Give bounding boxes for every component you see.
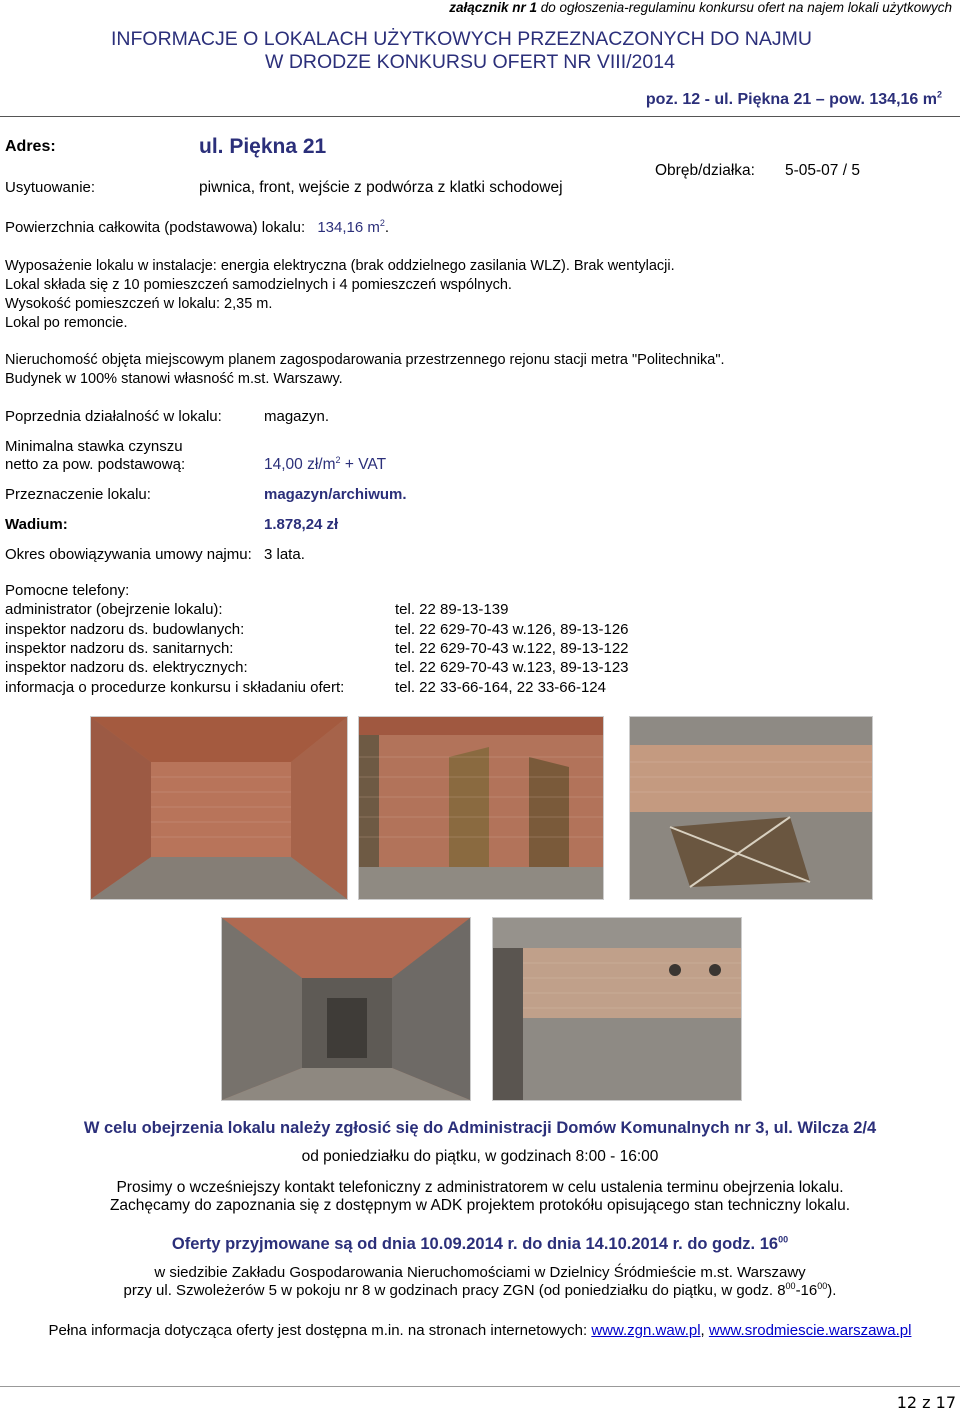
attachment-text: do ogłoszenia-regulaminu konkursu ofert na najem lokali użytkowych (540, 0, 952, 15)
submission-hours-text: przy ul. Szwoleżerów 5 w pokoju nr 8 w godzinach pracy ZGN (od poniedziałku do piątku, w godz. 8 (123, 1282, 786, 1299)
purpose-value: magazyn/archiwum. (264, 486, 407, 503)
attachment-prefix: załącznik nr 1 (449, 0, 538, 15)
attachment-note (449, 0, 952, 15)
ownership-text: Budynek w 100% stanowi własność m.st. Warszawy. (5, 371, 343, 387)
photo-basement-corridor (221, 917, 471, 1101)
submission-sup-1: 00 (785, 1281, 796, 1291)
rate-value (264, 456, 386, 474)
offers-deadline (0, 1235, 960, 1254)
zgn-website-link[interactable]: www.zgn.waw.pl (591, 1322, 701, 1339)
visit-instructions: W celu obejrzenia lokalu należy zgłosić się do Administracji Domów Komunalnych nr 3, ul. Wilcza 2/4 (83, 1119, 877, 1137)
plot-label: Obręb/działka: (655, 162, 755, 179)
page-title-line2: W DRODZE KONKURSU OFERT NR VIII/2014 (265, 51, 675, 73)
submission-hours (0, 1282, 960, 1299)
location-label: Usytuowanie: (5, 179, 96, 196)
link-separator: , (700, 1322, 709, 1339)
photo-basement-room-1 (90, 716, 348, 900)
address-label: Adres: (5, 138, 56, 155)
photo-basement-doors (358, 716, 604, 900)
rate-suffix: + VAT (340, 456, 387, 473)
web-info (0, 1322, 960, 1339)
phone-value: tel. 22 33-66-164, 22 33-66-124 (395, 679, 606, 696)
phone-value: tel. 22 629-70-43 w.126, 89-13-126 (395, 621, 629, 638)
web-info-text: Pełna informacja dotycząca oferty jest dostępna m.in. na stronach internetowych: (48, 1322, 592, 1339)
page-number: 12 z 17 (896, 1393, 956, 1412)
position-label (646, 91, 942, 109)
phone-label: administrator (obejrzenie lokalu): (5, 601, 223, 618)
equipment-text: Wyposażenie lokalu w instalacje: energia elektryczna (brak oddzielnego zasilania WLZ). Brak wentylacji. (5, 258, 675, 274)
offers-text: Oferty przyjmowane są od dnia 10.09.2014 r. do dnia 14.10.2014 r. do godz. 16 (171, 1235, 779, 1253)
submission-hours-close: ). (827, 1282, 837, 1299)
photo-basement-room-2 (492, 917, 742, 1101)
phone-label: informacja o procedurze konkursu i składaniu ofert: (5, 679, 345, 696)
position-text: poz. 12 - ul. Piękna 21 – pow. 134,16 m (645, 91, 937, 108)
purpose-label: Przeznaczenie lokalu: (5, 486, 151, 503)
contact-request: Prosimy o wcześniejszy kontakt telefoniczny z administratorem w celu ustalenia terminu obejrzenia lokalu. (116, 1179, 844, 1196)
srodmiescie-website-link[interactable]: www.srodmiescie.warszawa.pl (708, 1322, 912, 1339)
deposit-value: 1.878,24 zł (264, 516, 339, 533)
submission-hours-end: -16 (795, 1282, 818, 1299)
previous-use-value: magazyn. (264, 408, 330, 425)
term-label: Okres obowiązywania umowy najmu: (5, 546, 252, 563)
footer-divider (0, 1386, 960, 1387)
office-hours: od poniedziałku do piątku, w godzinach 8:00 - 16:00 (301, 1148, 659, 1165)
header-divider (0, 116, 960, 117)
area-label: Powierzchnia całkowita (podstawowa) lokalu: (5, 219, 306, 236)
area-row (5, 219, 389, 236)
rate-label-line1: Minimalna stawka czynszu (5, 438, 183, 455)
rate-sup: 2 (335, 454, 341, 465)
page-title-line1: INFORMACJE O LOKALACH UŻYTKOWYCH PRZEZNACZONYCH DO NAJMU (111, 28, 812, 50)
offers-sup: 00 (778, 1234, 789, 1245)
previous-use-label: Poprzednia działalność w lokalu: (5, 408, 222, 425)
protocol-note: Zachęcamy do zapoznania się z dostępnym w ADK projektem protokółu opisującego stan techniczny lokalu. (109, 1197, 851, 1214)
rate-amount: 14,00 zł/m (264, 456, 336, 473)
renovation-text: Lokal po remoncie. (5, 315, 128, 331)
plot-value: 5-05-07 / 5 (785, 162, 860, 179)
submission-place: w siedzibie Zakładu Gospodarowania Nieruchomościami w Dzielnicy Śródmieście m.st. Warszawy (154, 1264, 806, 1281)
position-sup: 2 (936, 89, 942, 100)
rate-label-line2: netto za pow. podstawową: (5, 456, 186, 473)
term-value: 3 lata. (264, 546, 305, 563)
photo-basement-wall (629, 716, 873, 900)
area-suffix: . (384, 219, 390, 236)
area-sup: 2 (379, 218, 385, 228)
deposit-label: Wadium: (5, 516, 68, 533)
area-value: 134,16 m (317, 219, 380, 236)
phone-label: inspektor nadzoru ds. sanitarnych: (5, 640, 234, 657)
rooms-text: Lokal składa się z 10 pomieszczeń samodzielnych i 4 pomieszczeń wspólnych. (5, 277, 512, 293)
zoning-text: Nieruchomość objęta miejscowym planem zagospodarowania przestrzennego rejonu stacji metra "Politechnika". (5, 352, 725, 368)
phone-value: tel. 22 89-13-139 (395, 601, 509, 618)
address-value: ul. Piękna 21 (199, 135, 327, 158)
phone-value: tel. 22 629-70-43 w.122, 89-13-122 (395, 640, 629, 657)
height-text: Wysokość pomieszczeń w lokalu: 2,35 m. (5, 296, 273, 312)
submission-sup-2: 00 (817, 1281, 828, 1291)
phone-label: inspektor nadzoru ds. elektrycznych: (5, 659, 248, 676)
location-value: piwnica, front, wejście z podwórza z klatki schodowej (199, 179, 563, 196)
phone-value: tel. 22 629-70-43 w.123, 89-13-123 (395, 659, 629, 676)
phone-label: inspektor nadzoru ds. budowlanych: (5, 621, 245, 638)
phones-heading: Pomocne telefony: (5, 582, 130, 599)
